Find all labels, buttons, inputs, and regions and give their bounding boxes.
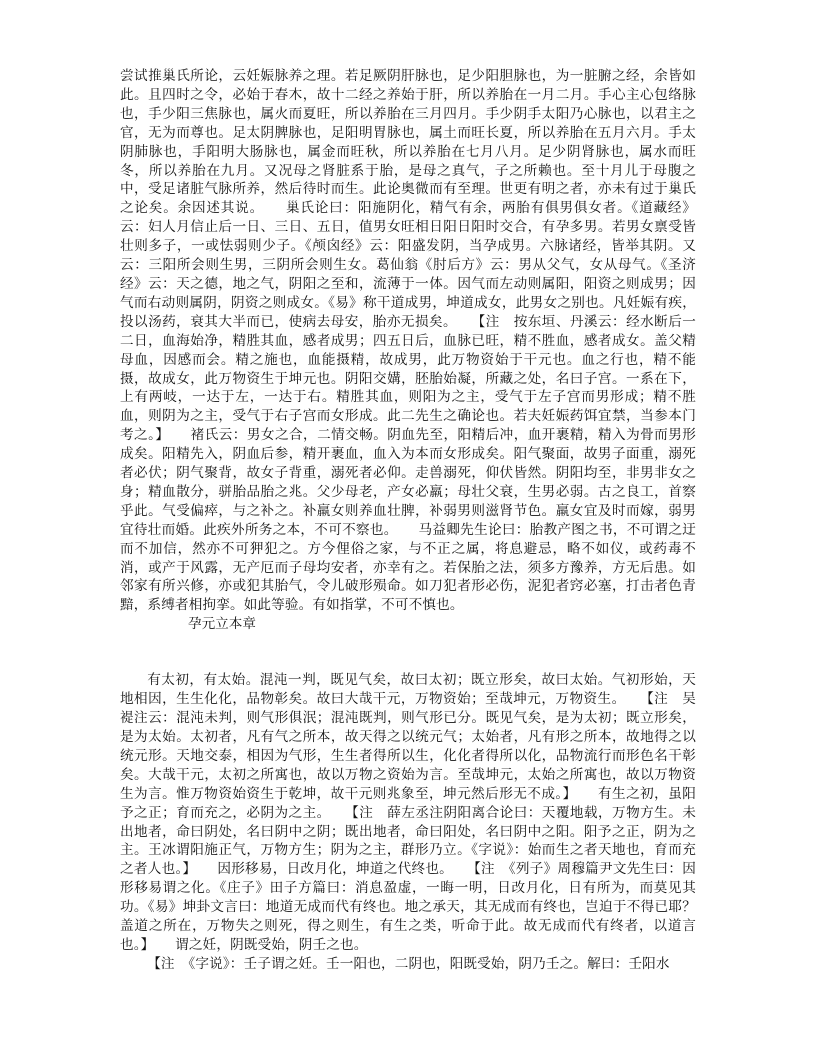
body-paragraph: 尝试推巢氏所论，云妊娠脉养之理。若足厥阴肝脉也，足少阳胆脉也，为一脏腑之经，余皆如此。且四时之令，必始于春木，故十二经之养始于肝，所以养胎在一月二月。手心主心包络脉也，手少阳三焦脉也，属火而夏旺，所以养胎在三月四月。手少阴手太阳乃心脉也，以君主之官，无为而尊也。足太阴脾脉也，足阳明胃脉也，属土而旺长夏，所以养胎在五月六月。手太阴肺脉也，手阳明大肠脉也，属金而旺秋，所以养胎在七月八月。足少阴肾脉也，属水而旺冬，所以养胎在九月。又况母之肾脏系于胎，是母之真气，子之所赖也。至十月儿于母腹之中，受足诸脏气脉所养，然后待时而生。此论奥微而有至理。世更有明之者，亦未有过于巢氏之论矣。余因述其说。 巢氏论曰：阳施阴化，精气有余，两胎有俱男俱女者。《道藏经》云：妇人月信止后一日、三日、五日，值男女旺相日阳日阳时交合，有孕多男。若男女禀受皆壮则多子，一或怯弱则少子。《颅囟经》云：阳盛发阴，当孕成男。六脉诸经，皆举其阴。又云：三阳所会则生男，三阴所会则生女。葛仙翁《肘后方》云：男从父气，女从母气。《圣济经》云：天之德，地之气，阴阳之至和，流薄于一体。因气而左动则属阳，阳资之则成男；因气而右动则属阴，阴资之则成女。《易》称干道成男，坤道成女，此男女之别也。凡妊娠有疾，投以汤药，衰其大半而已，使病去母安，胎亦无损矣。 【注 按东垣、丹溪云：经水断后一二日，血海始净，精胜其血，感者成男；四五日后，血脉已旺，精不胜血，感者成女。盖父精母血，因感而会。精之施也，血能摄精，故成男，此万物资始于干元也。血之行也，精不能摄，故成女，此万物资生于坤元也。阴阳交媾，胚胎始凝，所藏之处，名曰子宫。一系在下，上有两岐，一达于左，一达于右。精胜其血，则阳为之主，受气于左子宫而男形成；精不胜血，则阴为之主，受气于右子宫而女形成。此二先生之确论也。若夫妊娠药饵宜禁，当参本门考之。】 褚氏云：男女之合，二情交畅。阴血先至，阳精后冲，血开裹精，精入为骨而男形成矣。阳精先入，阴血后参，精开裹血，血入为本而女形成矣。阳气聚面，故男子面重，溺死者必伏；阴气聚背，故女子背重，溺死者必仰。走兽溺死，仰伏皆然。阴阳均至，非男非女之身；精血散分，骈胎品胎之兆。父少母老，产女必羸；母壮父衰，生男必弱。古之良工，首察乎此。气受偏瘁，与之补之。补羸女则养血壮脾，补弱男则滋肾节色。羸女宜及时而嫁，弱男宜待壮而婚。此疾外所务之本，不可不察也。 马益卿先生论曰：胎教产图之书，不可谓之迂而不加信，然亦不可狎犯之。方今俚俗之家，与不正之属，将息避忌，略不如仪，或药毒不消，或产于风露，无产厄而子母均安者，亦幸有之。若保胎之法，须多方豫养，方无后患。如邻家有所兴修，亦或犯其胎气，令儿破形殒命。如刀犯者形必伤，泥犯者窍必塞，打击者色青黯，系缚者相拘挛。如此等验。有如指掌，不可不慎也。: [120, 68, 696, 614]
body-paragraph: 有太初，有太始。混沌一判，既见气矣，故曰太初；既立形矣，故曰太始。气初形始，天地相因，生生化化，品物彰矣。故曰大哉干元，万物资始；至哉坤元，万物资生。 【注 吴褆注云：混沌未判，则气形俱泯；混沌既判，则气形已分。既见气矣，是为太初；既立形矣，是为太始。太初者，凡有气之所本，故天得之以统元气；太始者，凡有形之所本，故地得之以统元形。天地交泰，相因为气形，生生者得所以生，化化者得所以化，品物流行而形色名干彰矣。大哉干元，太初之所寓也，故以万物之资始为言。至哉坤元，太始之所寓也，故以万物资生为言。惟万物资始资生于乾坤，故干元则兆象至，坤元然后形无不成。】 有生之初，虽阳予之正；育而充之，必阴为之主。 【注 薛左丞注阴阳离合论曰：天覆地载，万物方生。未出地者，命曰阴处，名曰阴中之阴；既出地者，命曰阳处，名曰阴中之阳。阳予之正，阴为之主。王冰谓阳施正气，万物方生；阴为之主，群形乃立。《字说》：始而生之者天地也，育而充之者人也。】 因形移易，日改月化，坤道之代终也。 【注 《列子》周穆篇尹文先生曰：因形移易谓之化。《庄子》田子方篇曰：消息盈虚，一晦一明，日改月化，日有所为，而莫见其功。《易》坤卦文言曰：地道无成而代有终也。地之承天，其无成而有终也，岂迫于不得已耶？盖道之所在，万物失之则死，得之则生，有生之类，听命于此。故无成而代有终者，以道言也。】 谓之妊，阴既受始，阴壬之也。: [120, 672, 696, 953]
body-paragraph: 【注 《字说》：壬子谓之妊。壬一阳也，二阴也，阳既受始，阴乃壬之。解曰：壬阳水: [147, 955, 670, 972]
section-heading: 孕元立本章: [188, 616, 256, 633]
